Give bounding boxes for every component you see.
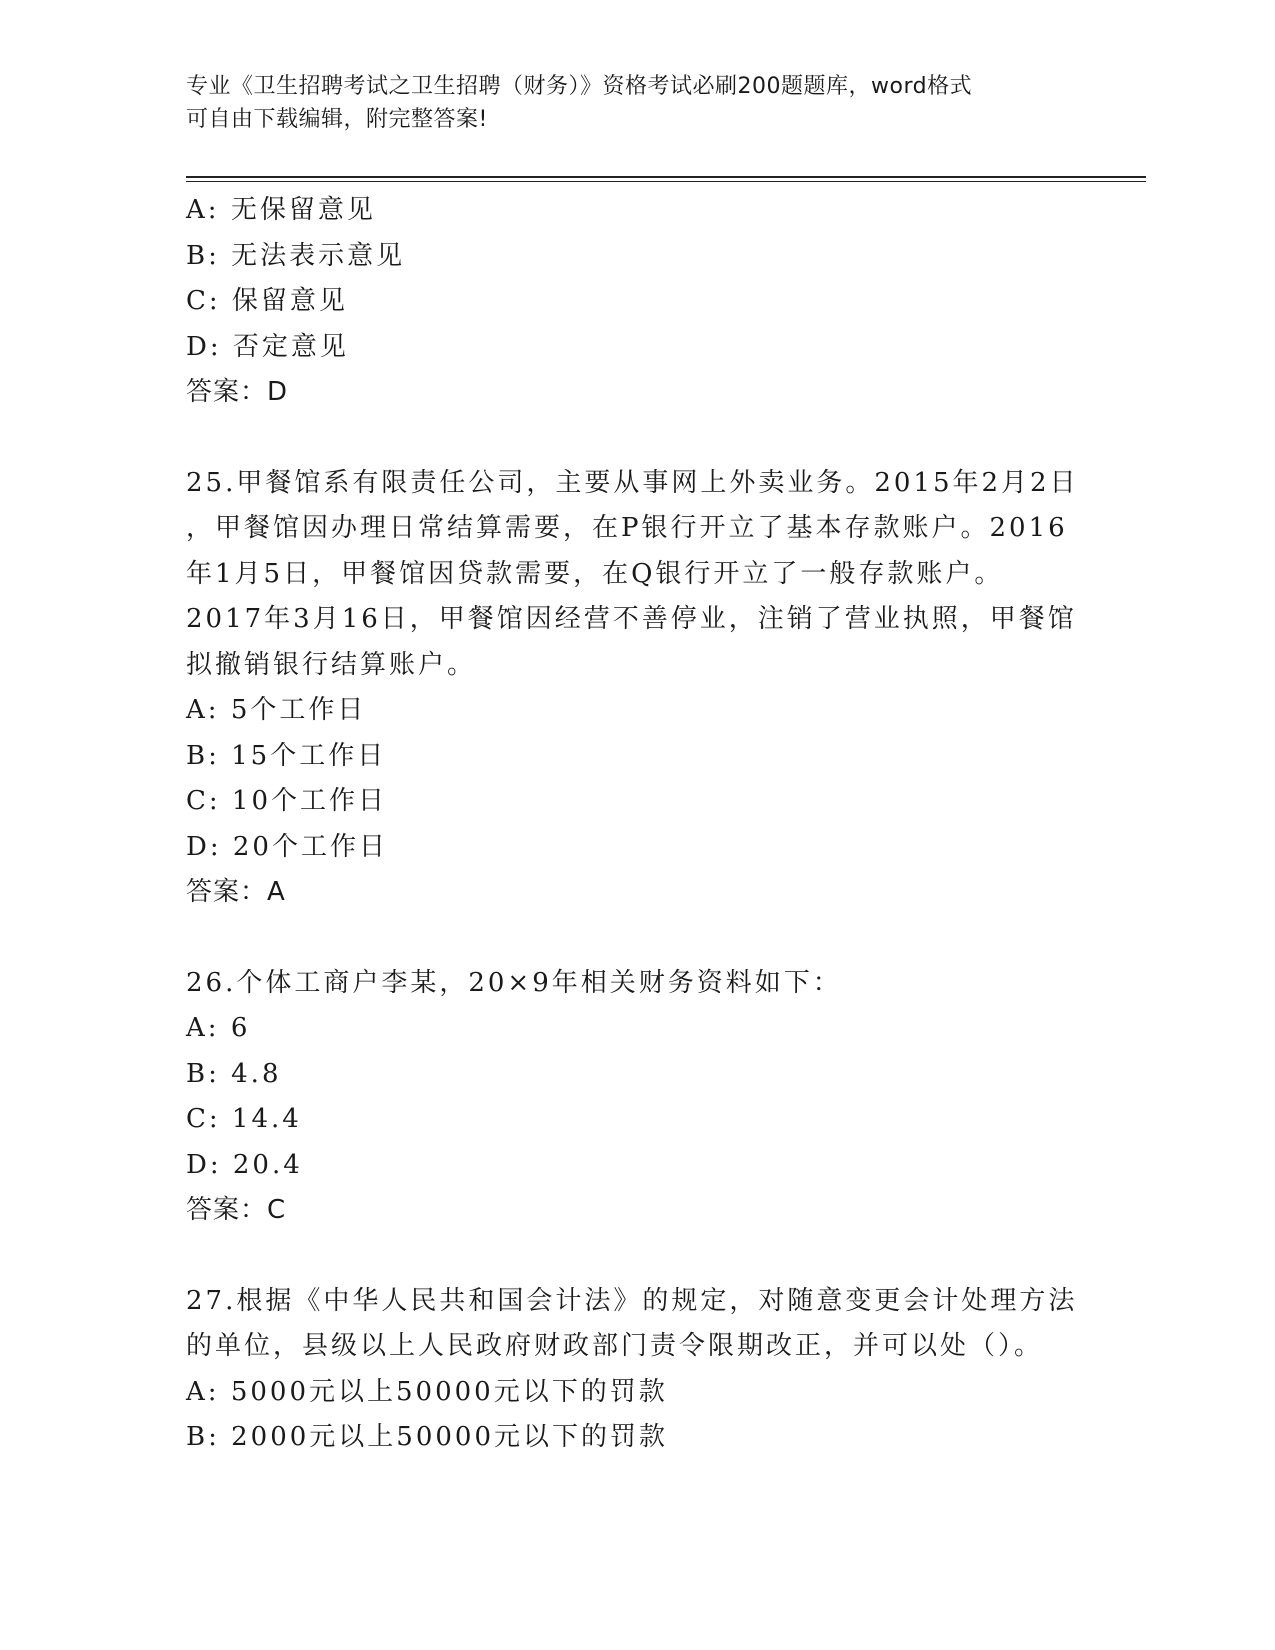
- option-label: B:: [186, 1058, 232, 1089]
- option-label: A:: [186, 1013, 231, 1043]
- option-text: 15个工作日: [231, 740, 387, 771]
- answer-option: [186, 234, 1086, 280]
- header-divider: [186, 176, 1146, 178]
- answer-option: [186, 1006, 1086, 1052]
- document-header: [186, 70, 1066, 136]
- block-spacer: [186, 1234, 1086, 1279]
- option-label: C:: [186, 786, 232, 816]
- answer-option: [186, 734, 1086, 780]
- option-text: 2000元以上50000元以下的罚款: [231, 1422, 669, 1452]
- answer-option: [186, 1143, 1086, 1189]
- option-text: 5个工作日: [230, 695, 367, 725]
- option-text: 20个工作日: [232, 831, 388, 862]
- answer-option: [186, 688, 1086, 734]
- question-stem-line: 2017年3月16日，甲餐馆因经营不善停业，注销了营业执照，甲餐馆: [186, 604, 1077, 634]
- question-stem-line: 拟撤销银行结算账户。: [186, 649, 477, 680]
- option-label: A:: [186, 1376, 231, 1407]
- option-label: B:: [186, 1422, 232, 1452]
- option-text: 否定意见: [232, 331, 349, 362]
- answer-option: [186, 325, 1086, 371]
- header-line: 可自由下载编辑，附完整答案!: [186, 107, 488, 132]
- answer-key: 答案：D: [186, 377, 289, 407]
- question-list: [186, 188, 1086, 1461]
- answer-option: [186, 279, 1086, 325]
- option-label: D:: [186, 1149, 233, 1180]
- header-divider-thin: [186, 181, 1146, 182]
- option-label: C:: [186, 1104, 232, 1134]
- block-spacer: [186, 916, 1086, 961]
- answer-option: [186, 1415, 1086, 1461]
- option-text: 4.8: [231, 1058, 282, 1089]
- answer-option: [186, 188, 1086, 234]
- question-block: [186, 1234, 1086, 1461]
- header-line: 专业《卫生招聘考试之卫生招聘（财务）》资格考试必刷200题题库，word格式: [186, 74, 973, 99]
- question-stem-line: 年1月5日，甲餐馆因贷款需要，在Q银行开立了一般存款账户。: [186, 558, 1004, 589]
- option-label: B:: [186, 240, 232, 271]
- answer-option: [186, 779, 1086, 825]
- option-text: 10个工作日: [231, 786, 388, 816]
- answer-key: 答案：A: [186, 877, 286, 907]
- option-label: A:: [186, 195, 231, 225]
- block-spacer: [186, 416, 1086, 461]
- option-text: 保留意见: [231, 286, 348, 316]
- question-stem-line: 26.个体工商户李某，20×9年相关财务资料如下：: [186, 967, 842, 998]
- option-text: 5000元以上50000元以下的罚款: [230, 1376, 668, 1407]
- option-text: 14.4: [231, 1104, 302, 1134]
- option-text: 无保留意见: [230, 195, 376, 225]
- answer-option: [186, 825, 1086, 871]
- question-stem-line: 25.甲餐馆系有限责任公司，主要从事网上外卖业务。2015年2月2日: [186, 467, 1079, 498]
- answer-key: 答案：C: [186, 1195, 287, 1225]
- answer-option: [186, 1370, 1086, 1416]
- option-text: 20.4: [232, 1149, 303, 1180]
- option-label: D:: [186, 831, 233, 862]
- answer-option: [186, 1052, 1086, 1098]
- option-label: A:: [186, 695, 231, 725]
- option-label: C:: [186, 286, 232, 316]
- option-text: 6: [230, 1013, 251, 1043]
- answer-option: [186, 1097, 1086, 1143]
- question-block: [186, 416, 1086, 916]
- question-block: [186, 188, 1086, 416]
- option-text: 无法表示意见: [231, 240, 406, 271]
- question-stem-line: ，甲餐馆因办理日常结算需要，在P银行开立了基本存款账户。2016: [186, 513, 1068, 543]
- question-stem-line: 27.根据《中华人民共和国会计法》的规定，对随意变更会计处理方法: [186, 1285, 1078, 1316]
- option-label: B:: [186, 740, 232, 771]
- question-block: [186, 916, 1086, 1234]
- option-label: D:: [186, 331, 233, 362]
- question-stem-line: 的单位，县级以上人民政府财政部门责令限期改正，并可以处（）。: [186, 1331, 1044, 1361]
